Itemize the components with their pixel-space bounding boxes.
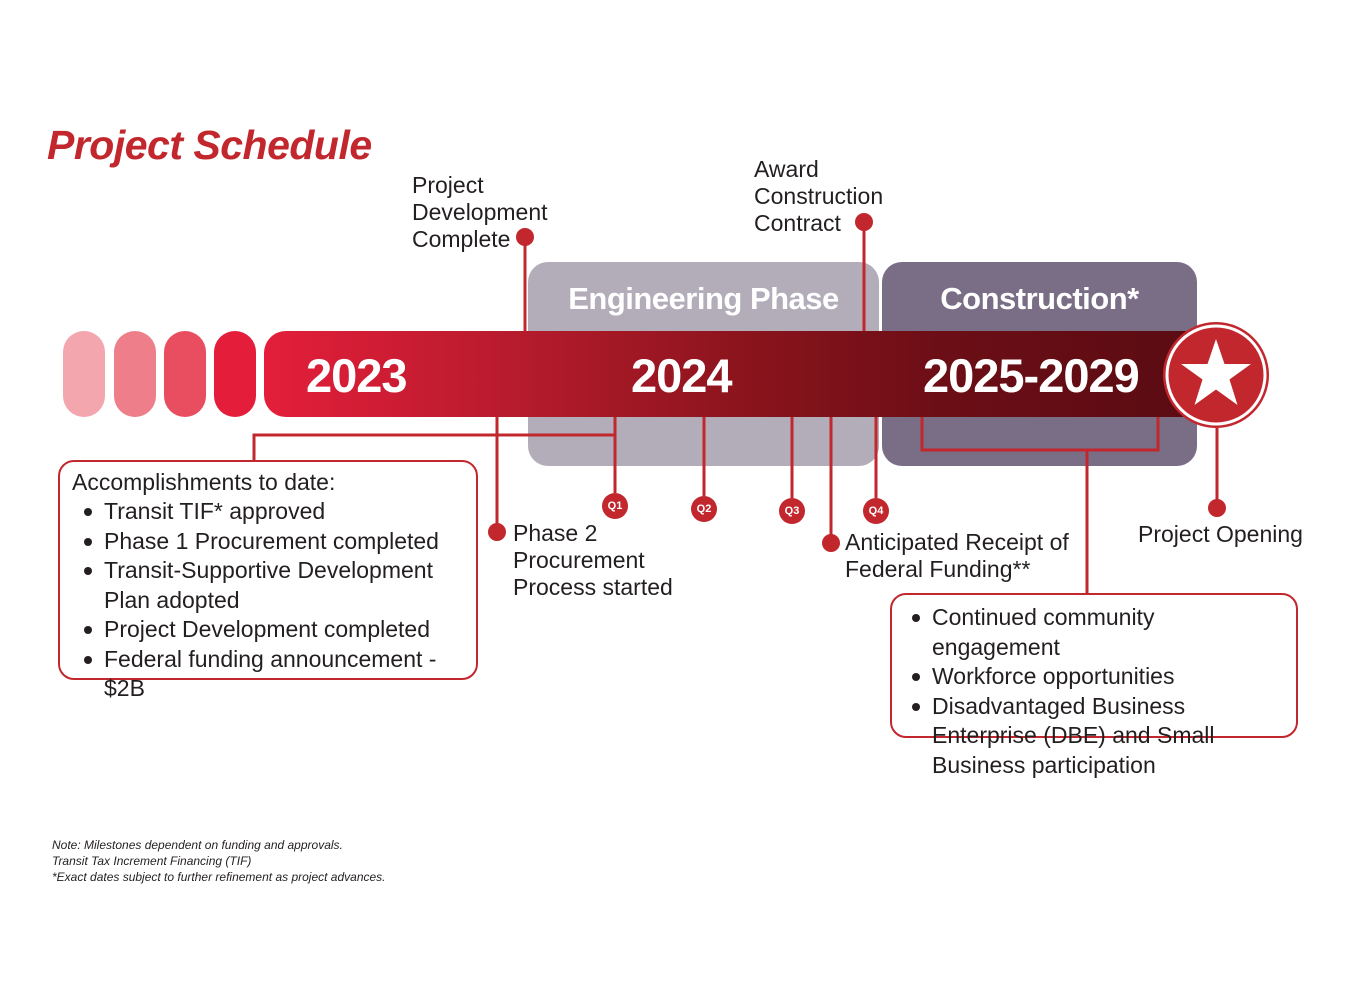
phase2-dot (488, 523, 506, 541)
federal-funding-dot (822, 534, 840, 552)
milestone-project-opening: Project Opening (1138, 521, 1303, 547)
year-2025-2029: 2025-2029 (923, 349, 1139, 402)
list-item: Continued community engagement (900, 603, 1288, 662)
accomplishments-heading: Accomplishments to date: (72, 469, 336, 495)
page-title: Project Schedule (47, 122, 372, 168)
list-item: Workforce opportunities (900, 662, 1288, 692)
year-2023: 2023 (306, 349, 407, 402)
accomplishments-box (58, 460, 478, 701)
list-item: Transit-Supportive Development Plan adopted (72, 556, 464, 615)
note-line: Note: Milestones dependent on funding and approvals. (52, 838, 343, 852)
milestone-federal-funding: Anticipated Receipt of Federal Funding** (845, 529, 1069, 582)
milestone-phase2: Phase 2 Procurement Process started (513, 520, 673, 600)
quarter-q4: Q4 (863, 498, 889, 524)
star-icon (1163, 322, 1269, 428)
year-2024: 2024 (631, 349, 732, 402)
accomplishments-list (72, 497, 466, 704)
project-opening-marker (1163, 322, 1269, 428)
quarter-q1: Q1 (602, 493, 628, 519)
list-item: Phase 1 Procurement completed (72, 527, 466, 557)
project-opening-dot (1208, 499, 1226, 517)
construction-activities-box (890, 593, 1298, 778)
list-item: Transit TIF* approved (72, 497, 466, 527)
list-item: Disadvantaged Business Enterprise (DBE) and Small Business participation (900, 692, 1292, 781)
list-item: Federal funding announcement - $2B (72, 645, 466, 704)
construction-activities-list (900, 603, 1288, 780)
list-item: Project Development completed (72, 615, 466, 645)
quarter-q2: Q2 (691, 496, 717, 522)
quarter-q3: Q3 (779, 498, 805, 524)
milestone-award-contract: Award Construction Contract (754, 156, 884, 236)
engineering-phase-label: Engineering Phase (568, 281, 839, 316)
note-line: *Exact dates subject to further refinement as project advances. (52, 870, 386, 884)
milestone-project-development: Project Development Complete (412, 172, 548, 252)
note-line: Transit Tax Increment Financing (TIF) (52, 854, 252, 868)
footnotes (52, 837, 386, 885)
construction-phase-label: Construction* (940, 281, 1139, 316)
